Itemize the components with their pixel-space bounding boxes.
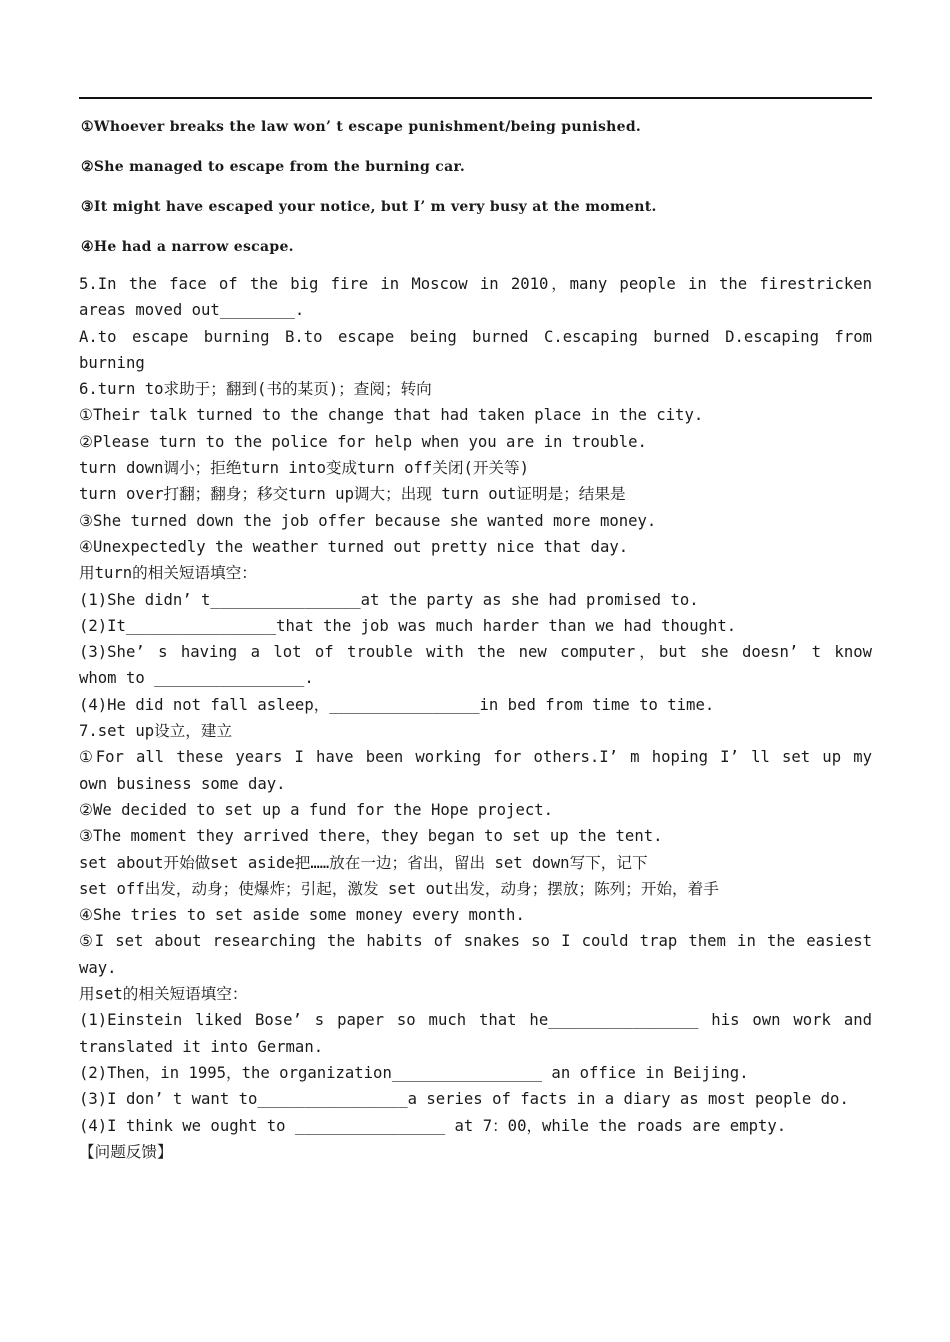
turn-phrases-1: turn down调小；拒绝turn into变成turn off关闭(开关等) [79,459,529,478]
escape-example-2: ②She managed to escape from the burning car. [81,159,466,175]
set-exercise-heading: 用set的相关短语填空： [79,985,248,1004]
section-6-heading: 6.turn to求助于；翻到(书的某页)；查阅；转向 [79,380,432,399]
set-example-5-cont: way. [79,958,117,977]
set-exercise-1-cont: translated it into German. [79,1037,324,1056]
set-example-5: ⑤I set about researching the habits of snakes so I could trap them in the easiest [79,932,872,951]
set-phrases-1: set about开始做set aside把……放在一边；省出，留出 set down写下，记下 [79,853,648,872]
section-7-heading: 7.set up设立，建立 [79,722,233,741]
setup-example-2: ②We decided to set up a fund for the Hope project. [79,800,554,819]
set-exercise-3: (3)I don’ t want to________________a series of facts in a diary as most people do. [79,1090,849,1109]
turn-exercise-4: (4)He did not fall asleep，________________in bed from time to time. [79,695,715,714]
turn-exercise-heading: 用turn的相关短语填空： [79,564,257,583]
set-phrases-2: set off出发，动身；使爆炸；引起，激发 set out出发，动身；摆放；陈列；开始，着手 [79,879,719,898]
set-exercise-4: (4)I think we ought to ________________ at 7：00，while the roads are empty. [79,1116,787,1135]
document-body [79,271,872,1165]
escape-example-1: ①Whoever breaks the law won’ t escape punishment/being punished. [81,119,642,135]
setup-example-1: ①For all these years I have been working for others.I’ m hoping I’ ll set up my [79,748,872,767]
setup-example-3: ③The moment they arrived there，they began to set up the tent. [79,827,663,846]
turn-exercise-1: (1)She didn’ t________________at the party as she had promised to. [79,590,699,609]
turn-exercise-2: (2)It________________that the job was much harder than we had thought. [79,616,737,635]
question-5-stem-cont: areas moved out________. [79,301,305,320]
question-5-options: A.to escape burning B.to escape being burned C.escaping burned D.escaping from [79,327,872,346]
turn-exercise-3-cont: whom to ________________. [79,669,314,688]
turn-phrases-2: turn over打翻；翻身；移交turn up调大；出现 turn out证明是；结果是 [79,485,626,504]
turn-example-2: ②Please turn to the police for help when you are in trouble. [79,432,647,451]
header-rule [79,97,872,99]
escape-example-3: ③It might have escaped your notice, but I’ m very busy at the moment. [81,199,657,215]
set-exercise-1: (1)Einstein liked Bose’ s paper so much that he________________ his own work and [79,1011,872,1030]
question-5-options-cont: burning [79,353,145,372]
turn-exercise-3: (3)She’ s having a lot of trouble with the new computer，but she doesn’ t know [79,643,872,662]
turn-example-3: ③She turned down the job offer because she wanted more money. [79,511,657,530]
escape-example-4: ④He had a narrow escape. [81,239,294,255]
turn-example-4: ④Unexpectedly the weather turned out pretty nice that day. [79,537,629,556]
set-example-4: ④She tries to set aside some money every month. [79,906,525,925]
feedback-heading: 【问题反馈】 [79,1142,173,1161]
set-exercise-2: (2)Then，in 1995，the organization________________ an office in Beijing. [79,1063,749,1082]
question-5-stem: 5.In the face of the big fire in Moscow in 2010，many people in the firestricken [79,275,872,293]
turn-example-1: ①Their talk turned to the change that had taken place in the city. [79,406,704,425]
setup-example-1-cont: own business some day. [79,774,286,793]
